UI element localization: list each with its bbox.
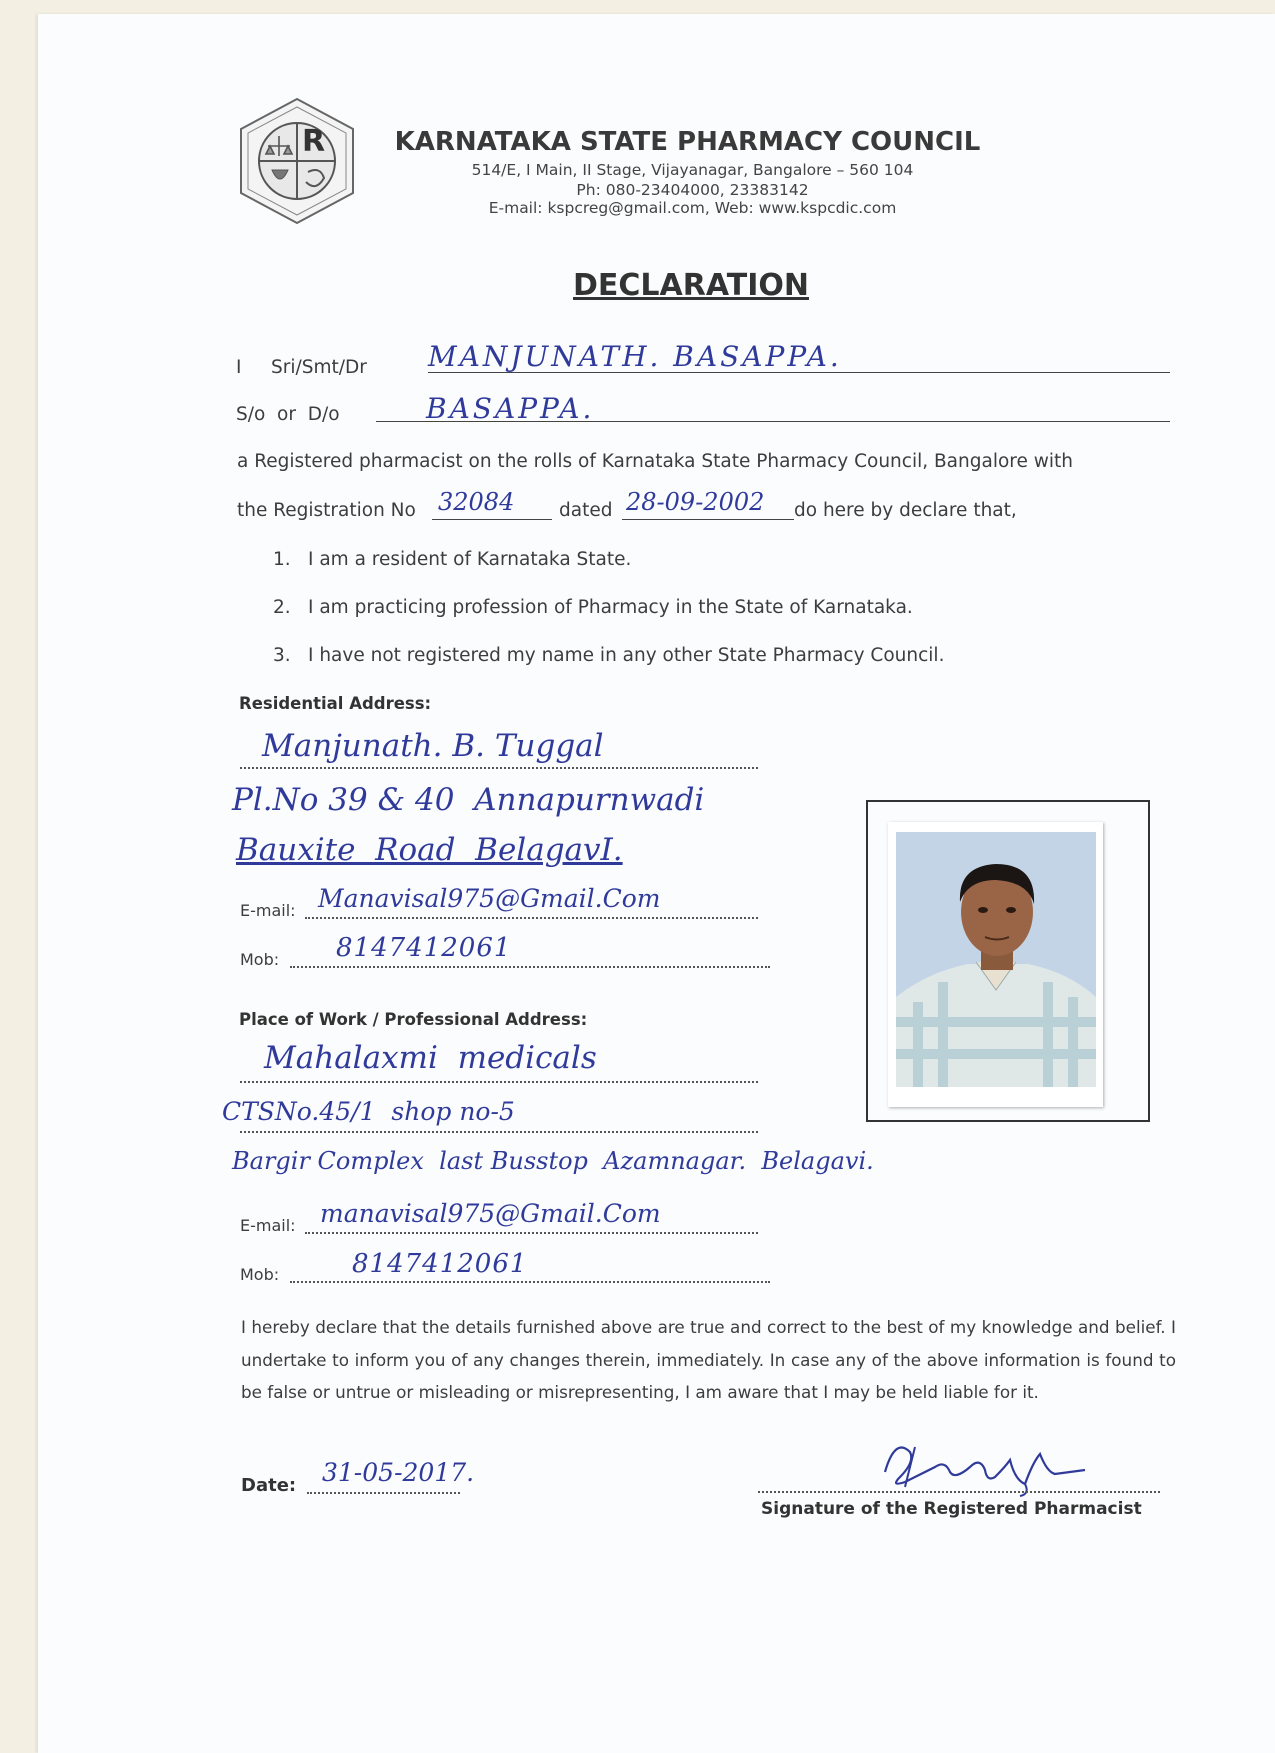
relation-label: S/o or D/o xyxy=(236,404,340,425)
declaration-item-2: I am practicing profession of Pharmacy in the State of Karnataka. xyxy=(308,597,913,618)
registration-no-underline xyxy=(432,519,552,520)
work-line-2: CTSNo.45/1 shop no-5 xyxy=(222,1097,515,1126)
work-heading: Place of Work / Professional Address: xyxy=(239,1010,588,1029)
residential-line-3: Bauxite Road BelagavI. xyxy=(236,832,623,868)
date-value: 31-05-2017. xyxy=(322,1458,475,1487)
work-mob-value: 8147412061 xyxy=(352,1249,528,1279)
work-line-2-dots xyxy=(240,1131,758,1133)
work-email-dots xyxy=(305,1232,758,1234)
signature-dots xyxy=(758,1491,1160,1493)
council-address: 514/E, I Main, II Stage, Vijayanagar, Bangalore – 560 104 xyxy=(471,161,914,179)
work-line-3: Bargir Complex last Busstop Azamnagar. Belagavi. xyxy=(232,1147,874,1175)
signature-caption: Signature of the Registered Pharmacist xyxy=(761,1499,1142,1519)
residential-line-1: Manjunath. B. Tuggal xyxy=(262,728,604,764)
work-mob-label: Mob: xyxy=(240,1265,280,1284)
residential-mob-value: 8147412061 xyxy=(336,933,512,963)
residential-email-dots xyxy=(305,917,758,919)
work-line-1-dots xyxy=(240,1081,758,1083)
residential-mob-dots xyxy=(290,966,770,968)
declaration-num-3: 3. xyxy=(273,645,291,666)
pharmacist-photo-frame xyxy=(866,800,1150,1122)
declaration-num-1: 1. xyxy=(273,549,291,570)
declaration-paragraph: I hereby declare that the details furnished above are true and correct to the best of my knowledge and belief. I undertake to inform you of any changes therein, immediately. In case any of the above information is found to be false or untrue or misleading or misrepresenting, I am aware that I may be held liable for it. xyxy=(241,1317,1176,1402)
declaration-item-1: I am a resident of Karnataka State. xyxy=(308,549,632,570)
registration-declare-label: do here by declare that, xyxy=(794,500,1017,521)
registration-no-value: 32084 xyxy=(438,488,515,516)
document-title: DECLARATION xyxy=(573,268,809,303)
name-value: MANJUNATH. BASAPPA. xyxy=(428,340,842,373)
work-mob-dots xyxy=(290,1281,770,1283)
registration-dated-label: dated xyxy=(559,500,613,521)
declaration-item-3: I have not registered my name in any other State Pharmacy Council. xyxy=(308,645,945,666)
residential-heading: Residential Address: xyxy=(239,694,432,713)
residential-email-value: Manavisal975@Gmail.Com xyxy=(318,884,661,913)
council-email-web: E-mail: kspcreg@gmail.com, Web: www.kspcdic.com xyxy=(488,199,897,217)
registration-text: a Registered pharmacist on the rolls of Karnataka State Pharmacy Council, Bangalore with xyxy=(237,451,1073,472)
name-title-label: Sri/Smt/Dr xyxy=(271,357,367,378)
residential-email-label: E-mail: xyxy=(240,901,296,920)
registration-date-value: 28-09-2002 xyxy=(626,488,765,516)
residential-line-2: Pl.No 39 & 40 Annapurnwadi xyxy=(232,782,705,818)
council-name: KARNATAKA STATE PHARMACY COUNCIL xyxy=(394,127,981,157)
residential-mob-label: Mob: xyxy=(240,950,280,969)
relation-value: BASAPPA. xyxy=(426,392,595,425)
logo-letter: R xyxy=(302,124,326,159)
registration-no-label: the Registration No xyxy=(237,500,416,521)
declaration-num-2: 2. xyxy=(273,597,291,618)
work-email-label: E-mail: xyxy=(240,1216,296,1235)
registration-date-underline xyxy=(622,519,794,520)
residential-line-1-dots xyxy=(240,767,758,769)
council-phone: Ph: 080-23404000, 23383142 xyxy=(576,181,809,199)
name-prefix: I xyxy=(236,357,242,378)
date-dots xyxy=(307,1492,460,1494)
work-email-value: manavisal975@Gmail.Com xyxy=(320,1199,661,1228)
work-line-1: Mahalaxmi medicals xyxy=(264,1040,597,1076)
date-label: Date: xyxy=(241,1475,297,1496)
pharmacist-photo xyxy=(888,822,1103,1107)
